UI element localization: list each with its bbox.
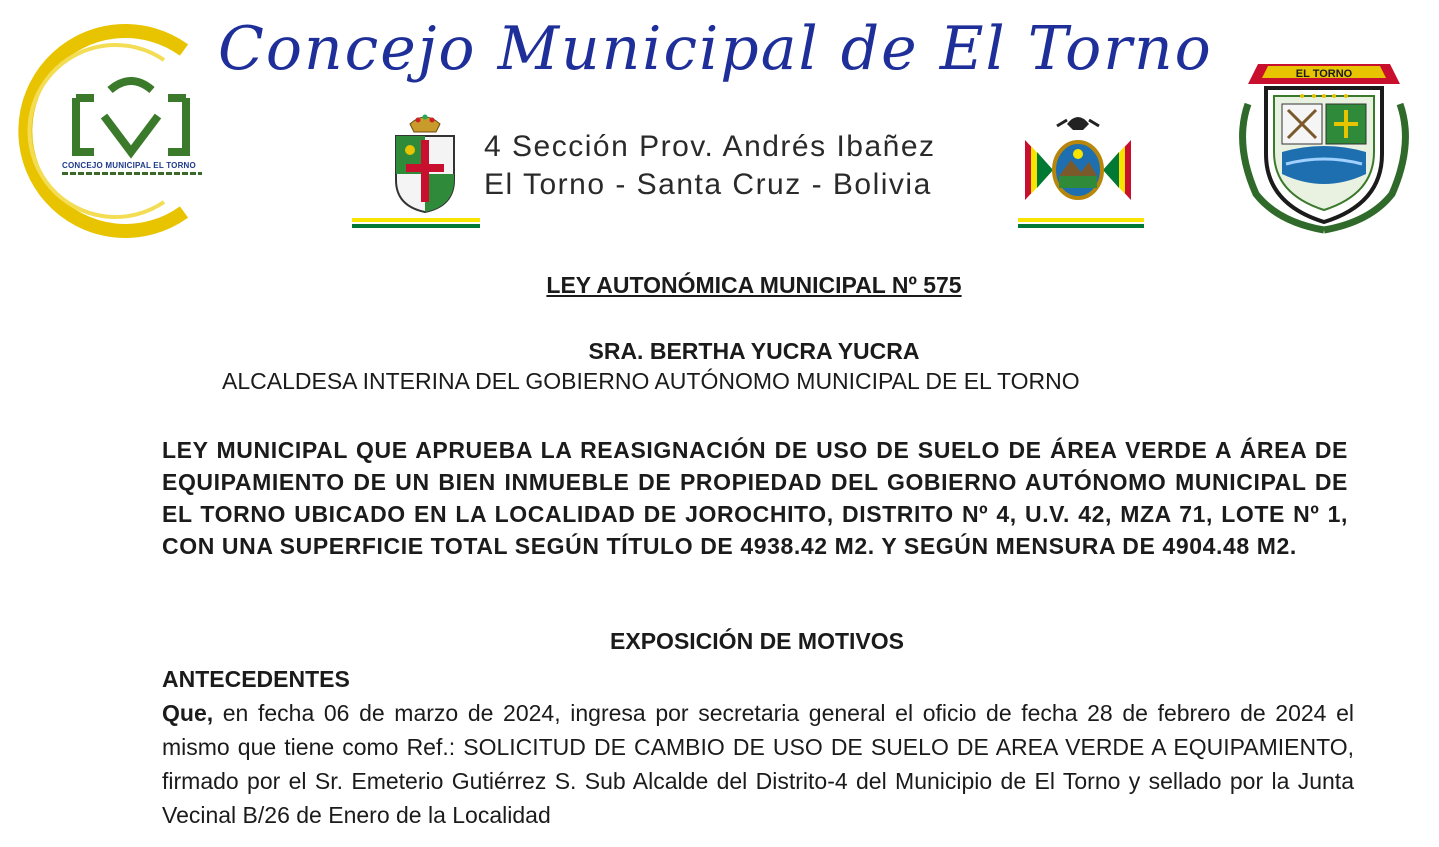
letterhead-subtitle-line2: El Torno - Santa Cruz - Bolivia: [484, 168, 932, 201]
concejo-municipal-logo: [14, 20, 214, 242]
logo-left-underline: [62, 172, 202, 175]
mayor-role: ALCALDESA INTERINA DEL GOBIERNO AUTÓNOMO MUNICIPAL DE EL TORNO: [222, 368, 1080, 394]
letterhead-subtitle-line1: 4 Sección Prov. Andrés Ibañez: [484, 130, 936, 163]
letterhead-title: Concejo Municipal de El Torno: [218, 14, 1213, 84]
paragraph-lead: Que,: [162, 700, 214, 726]
flag-stripe-right: [1018, 218, 1144, 232]
flag-stripe-left: [352, 218, 480, 232]
subsection-title: ANTECEDENTES: [162, 666, 350, 692]
letterhead: [0, 0, 1439, 250]
bolivia-coat-of-arms-icon: [1017, 110, 1139, 215]
el-torno-shield-logo: [1228, 44, 1420, 234]
logo-left-caption: CONCEJO MUNICIPAL EL TORNO: [62, 161, 196, 170]
law-title: LEY AUTONÓMICA MUNICIPAL Nº 575: [546, 272, 962, 298]
shield-banner-text: EL TORNO: [1295, 68, 1353, 80]
santa-cruz-crest-icon: [390, 110, 460, 215]
antecedentes-paragraph: [162, 696, 1354, 832]
paragraph-text: en fecha 06 de marzo de 2024, ingresa por secretaria general el oficio de fecha 28 de febrero de 2024 el mismo que tiene como Ref.: SOLICITUD DE CAMBIO DE USO DE SUELO DE AREA VERDE A EQUIPAMIENTO, firmado por el Sr. Emeterio Gutiérrez S. Sub Alcalde del Distrito-4 del Municipio de El Torno y sellado por la Junta Vecinal B/26 de Enero de la Localidad: [162, 700, 1354, 828]
law-description: LEY MUNICIPAL QUE APRUEBA LA REASIGNACIÓN DE USO DE SUELO DE ÁREA VERDE A ÁREA DE EQUIPAMIENTO DE UN BIEN INMUEBLE DE PROPIEDAD DEL GOBIERNO AUTÓNOMO MUNICIPAL DE EL TORNO UBICADO EN LA LOCALIDAD DE JOROCHITO, DISTRITO Nº 4, U.V. 42, MZA 71, LOTE Nº 1, CON UNA SUPERFICIE TOTAL SEGÚN TÍTULO DE 4938.42 M2. Y SEGÚN MENSURA DE 4904.48 M2.: [162, 437, 1348, 559]
mayor-name: SRA. BERTHA YUCRA YUCRA: [588, 338, 920, 364]
section-title: EXPOSICIÓN DE MOTIVOS: [610, 628, 904, 654]
